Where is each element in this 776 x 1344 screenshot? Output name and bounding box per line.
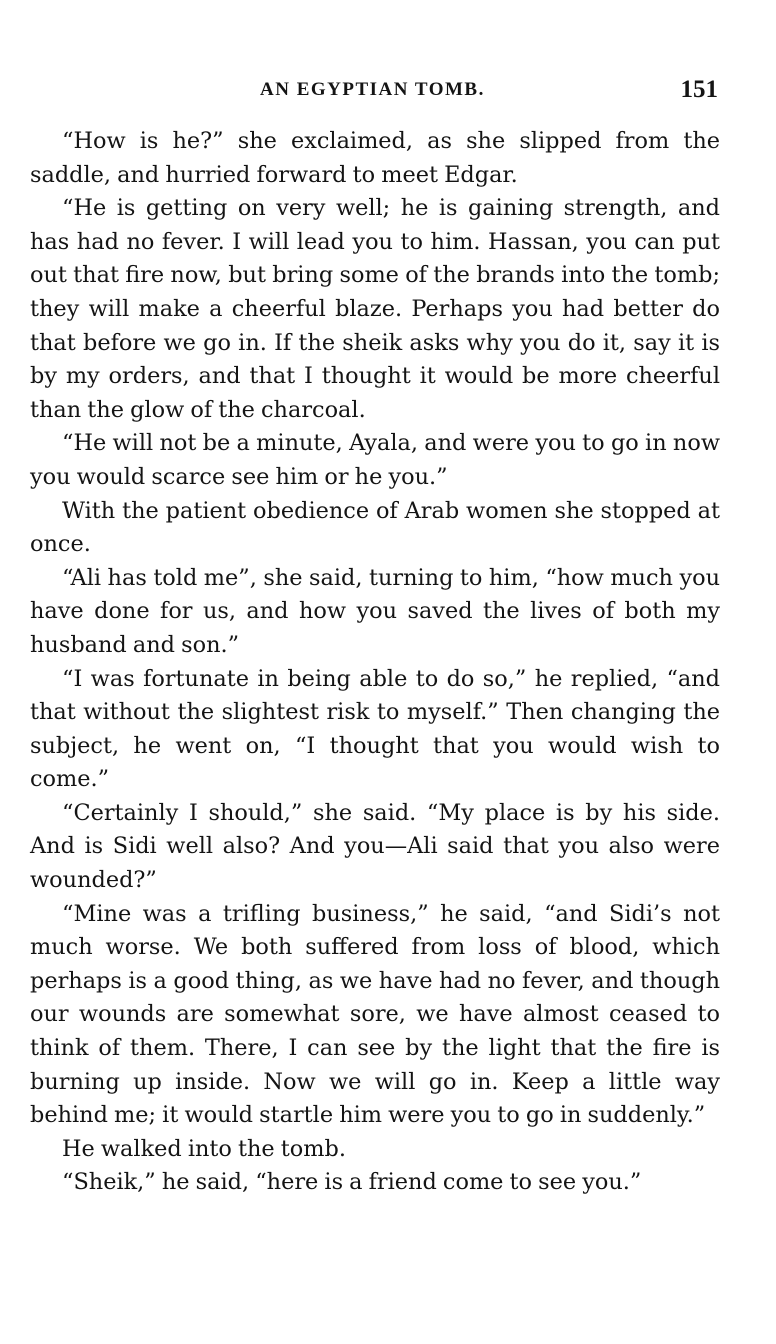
paragraph: “Certainly I should,” she said. “My place is by his side. And is Sidi well also? And you—Ali said that you also were wounded?” (30, 799, 720, 894)
paragraph: “He is getting on very well; he is gaining strength, and has had no fever. I will lead you to him. Hassan, you can put out that fire now, but bring some of the brands into the tomb; they will make a cheerful blaze. Perhaps you had better do that before we go in. If the sheik asks why you do it, say it is by my orders, and that I thought it would be more cheerful than the glow of the charcoal. (30, 195, 720, 423)
paragraph: “How is he?” she exclaimed, as she slipped from the saddle, and hurried forward to meet Edgar. (30, 128, 720, 188)
page-number: 151 (680, 76, 718, 103)
paragraph: “Sheik,” he said, “here is a friend come to see you.” (62, 1169, 642, 1196)
paragraph: He walked into the tomb. (62, 1135, 346, 1162)
paragraph: “Mine was a trifling business,” he said, “and Sidi’s not much worse. We both suffered from loss of blood, which perhaps is a good thing, as we have had no fever, and though our wounds are somewhat sore, we have almost ceased to think of them. There, I can see by the light that the fire is burning up inside. Now we will go in. Keep a little way behind me; it would startle him were you to go in suddenly.” (30, 900, 720, 1129)
paragraph: “He will not be a minute, Ayala, and were you to go in now you would scarce see him or he you.” (30, 430, 720, 490)
paragraph: “I was fortunate in being able to do so,” he replied, “and that without the slightest risk to myself.” Then changing the subject, he went on, “I thought that you would wish to come.” (30, 665, 720, 793)
running-title: AN EGYPTIAN TOMB. (260, 79, 485, 100)
running-head (30, 74, 720, 106)
body-text (30, 125, 720, 1200)
paragraph: “Ali has told me”, she said, turning to him, “how much you have done for us, and how you saved the lives of both my husband and son.” (30, 564, 720, 658)
paragraph: With the patient obedience of Arab women she stopped at once. (30, 497, 720, 558)
